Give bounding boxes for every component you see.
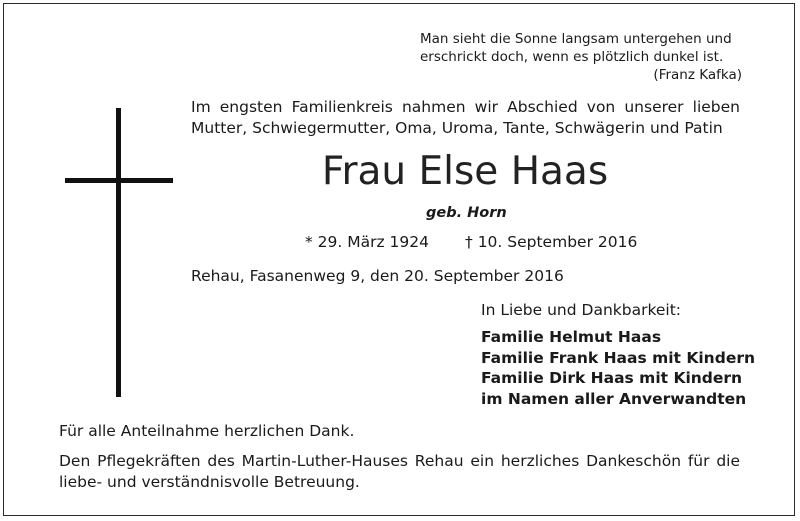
kafka-quote [420,30,742,84]
family-list [481,327,755,409]
family-item: im Namen aller Anverwandten [481,389,747,408]
family-item: Familie Frank Haas mit Kindern [481,348,756,367]
care-line-1: Den Pflegekräften des Martin-Luther-Hauses Rehau ein herzliches Dankeschön für die [59,452,740,470]
quote-author: (Franz Kafka) [653,67,742,83]
maiden-name: geb. Horn [426,205,507,221]
intro-line-2: Mutter, Schwiegermutter, Oma, Uroma, Tante, Schwägerin und Patin [191,119,723,137]
intro-text [191,97,740,139]
quote-line-1: Man sieht die Sonne langsam untergehen und [420,31,732,47]
family-item: Familie Helmut Haas [481,328,662,346]
intro-line-1: Im engsten Familienkreis nahmen wir Abschied von unserer lieben [191,98,740,116]
care-thanks [59,451,740,493]
care-line-2: liebe- und verständnisvolle Betreuung. [59,473,360,491]
deceased-name: Frau Else Haas [321,149,609,194]
thanks-text: Für alle Anteilnahme herzlichen Dank. [59,422,355,440]
place-date: Rehau, Fasanenweg 9, den 20. September 2016 [191,267,564,285]
family-item: Familie Dirk Haas mit Kindern [481,369,743,387]
signoff: In Liebe und Dankbarkeit: [481,301,682,319]
birth-date: * 29. März 1924 [305,233,430,251]
life-dates [305,233,637,251]
death-date: † 10. September 2016 [465,233,638,251]
quote-line-2: erschrickt doch, wenn es plötzlich dunkel ist. [420,49,724,65]
